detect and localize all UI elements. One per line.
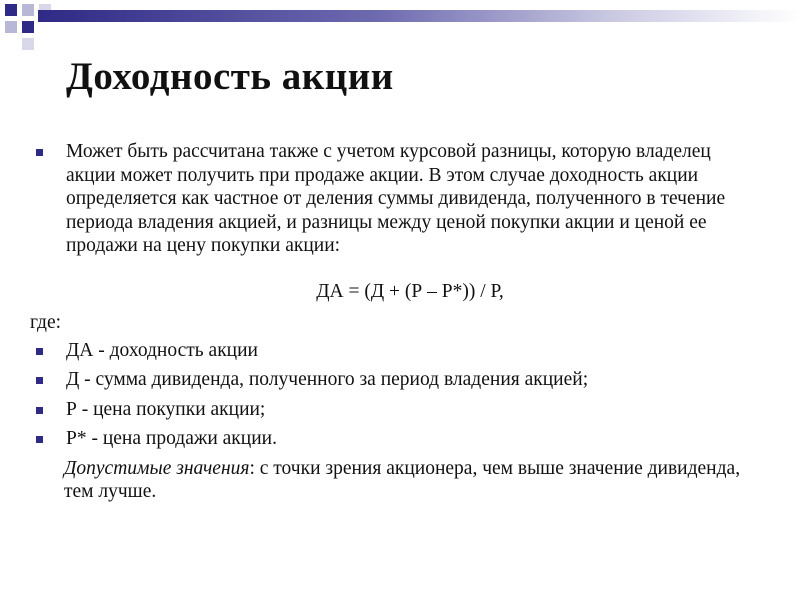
corner-square [5, 4, 17, 16]
slide-title: Доходность акции [66, 55, 394, 98]
list-item [30, 339, 750, 363]
square-bullet-icon [36, 436, 43, 443]
note-text: : с точки зрения акционера, чем выше значение дивиденда, тем лучше. [64, 457, 741, 502]
definition-text: Р* - цена продажи акции. [66, 428, 277, 449]
square-bullet-icon [36, 377, 43, 384]
list-item [30, 398, 750, 422]
where-label: где: [30, 312, 62, 333]
slide-content [30, 140, 750, 504]
corner-square [22, 21, 34, 33]
formula: ДА = (Д + (Р – Р*)) / Р, [316, 280, 504, 302]
note-label: Допустимые значения [64, 457, 250, 479]
intro-text: Может быть рассчитана также с учетом курсовой разницы, которую владелец акции может получить при продаже акции. В этом случае доходность акции определяется как частное от деления суммы дивиденда, полученного в течение периода владения акцией, и разницы между ценой покупки акции и ценой ее продажи на цену покупки акции: [66, 141, 726, 256]
list-item [30, 368, 750, 392]
decorative-header-bar [38, 10, 800, 22]
square-bullet-icon [36, 348, 43, 355]
decorative-corner-squares [0, 0, 60, 60]
corner-square [22, 38, 34, 50]
corner-square [22, 4, 34, 16]
definition-text: Р - цена покупки акции; [66, 398, 266, 420]
corner-square [5, 21, 17, 33]
intro-paragraph [30, 140, 750, 258]
square-bullet-icon [36, 407, 43, 414]
definition-text: Д - сумма дивиденда, полученного за период владения акцией; [66, 369, 589, 390]
square-bullet-icon [36, 149, 43, 156]
definition-list [30, 339, 750, 451]
note-paragraph [30, 457, 750, 504]
definition-text: ДА - доходность акции [66, 339, 258, 361]
list-item [30, 427, 750, 451]
